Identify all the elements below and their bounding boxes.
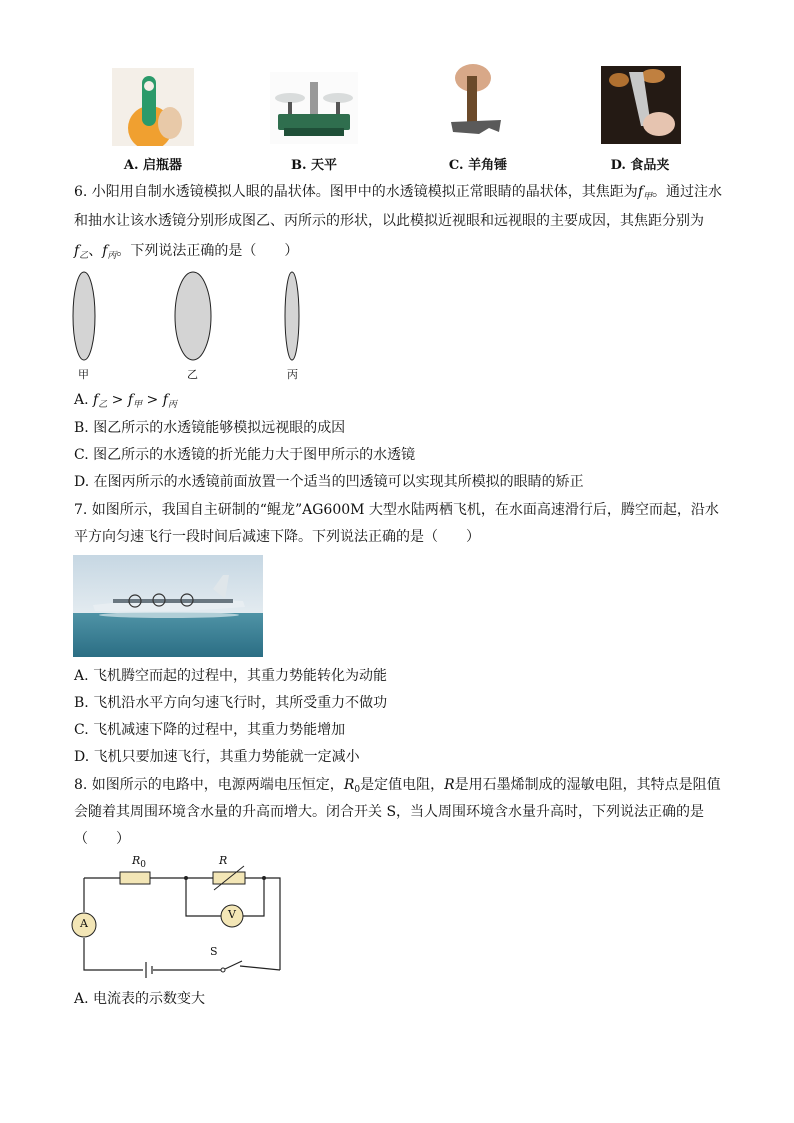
q6-line1: 6. 小阳用自制水透镜模拟人眼的晶状体。图甲中的水透镜模拟正常眼睛的晶状体，其焦距为$f_甲$。通过注水	[74, 184, 723, 202]
tool-caption-b: B. 天平	[290, 158, 338, 173]
tool-caption-a: A. 启瓶器	[123, 158, 183, 173]
f-yi: $f_乙$	[74, 243, 89, 261]
bottle-opener-photo	[112, 68, 194, 146]
q6-line2: 和抽水让该水透镜分别形成图乙、丙所示的形状，以此模拟近视眼和远视眼的主要成因，其焦距分别为	[74, 213, 704, 229]
claw-hammer-photo	[449, 62, 507, 144]
q7-option-a: A. 飞机腾空而起的过程中，其重力势能转化为动能	[74, 668, 388, 684]
label-r: R	[219, 854, 228, 867]
lens-label-jia: 甲	[78, 368, 89, 381]
label-switch: S	[210, 945, 218, 958]
tool-caption-d: D. 食品夹	[610, 158, 670, 173]
lens-bing	[285, 272, 299, 360]
food-tongs-photo	[601, 66, 681, 144]
q8-line3: （ ）	[74, 831, 130, 847]
q7-option-b: B. 飞机沿水平方向匀速飞行时，其所受重力不做功	[74, 695, 388, 711]
q6-option-b: B. 图乙所示的水透镜能够模拟远视眼的成因	[74, 420, 346, 436]
q7-option-c: C. 飞机减速下降的过程中，其重力势能增加	[74, 722, 346, 738]
switch-icon	[225, 961, 242, 969]
lens-label-bing: 丙	[287, 368, 298, 381]
q8-line1: 8. 如图所示的电路中，电源两端电压恒定，$R_0$是定值电阻，R是用石墨烯制成的湿敏电阻，其特点是阻值	[74, 777, 721, 795]
q8-line2: 会随着其周围环境含水量的升高而增大。闭合开关 S，当人周围环境含水量升高时，下列说法正确的是	[74, 804, 705, 820]
lens-jia	[73, 272, 95, 360]
lens-label-yi: 乙	[187, 368, 198, 381]
tool-caption-c: C. 羊角锤	[448, 158, 508, 173]
q6-option-c: C. 图乙所示的水透镜的折光能力大于图甲所示的水透镜	[74, 447, 416, 463]
circuit-diagram	[68, 852, 298, 982]
q8-option-a: A. 电流表的示数变大	[74, 991, 206, 1007]
lens-yi	[175, 272, 211, 360]
label-voltmeter: V	[228, 908, 236, 921]
q6-option-d: D. 在图丙所示的水透镜前面放置一个适当的凹透镜可以实现其所模拟的眼睛的矫正	[74, 474, 584, 490]
f-bing: $f_丙$	[102, 243, 117, 261]
q7-line2: 平方向匀速飞行一段时间后减速下降。下列说法正确的是（ ）	[74, 529, 480, 545]
q7-option-d: D. 飞机只要加速飞行，其重力势能就一定减小	[74, 749, 360, 765]
f-jia: $f_甲$	[637, 184, 653, 202]
q7-line1: 7. 如图所示，我国自主研制的“鲲龙”AG600M 大型水陆两栖飞机，在水面高速滑行后，腾空而起，沿水	[74, 502, 719, 518]
resistor-r0	[120, 872, 150, 884]
q6-option-a: A. $f_乙 > f_甲 > f_丙$	[74, 392, 177, 410]
label-ammeter: A	[80, 917, 88, 930]
q6-line3: $f_乙$、$f_丙$。下列说法正确的是（ ）	[74, 243, 299, 261]
seaplane-photo	[73, 555, 263, 657]
label-r0: $R_0$	[132, 854, 147, 870]
balance-photo	[270, 72, 358, 144]
